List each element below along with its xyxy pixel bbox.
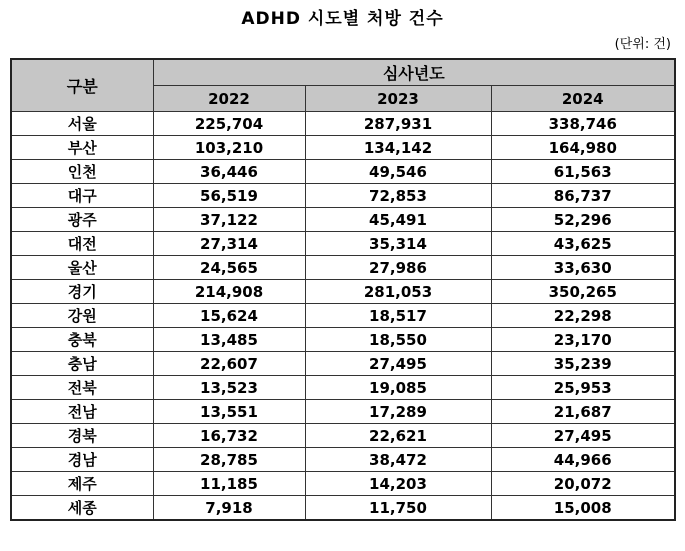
table-row bbox=[11, 328, 675, 352]
value-cell: 52,296 bbox=[491, 208, 675, 232]
region-cell: 경북 bbox=[11, 424, 153, 448]
value-cell: 61,563 bbox=[491, 160, 675, 184]
value-cell: 13,523 bbox=[153, 376, 305, 400]
table-row bbox=[11, 280, 675, 304]
value-cell: 281,053 bbox=[305, 280, 491, 304]
value-cell: 28,785 bbox=[153, 448, 305, 472]
region-cell: 대전 bbox=[11, 232, 153, 256]
region-cell: 광주 bbox=[11, 208, 153, 232]
value-cell: 27,314 bbox=[153, 232, 305, 256]
value-cell: 38,472 bbox=[305, 448, 491, 472]
value-cell: 225,704 bbox=[153, 112, 305, 136]
value-cell: 33,630 bbox=[491, 256, 675, 280]
value-cell: 11,185 bbox=[153, 472, 305, 496]
region-cell: 충북 bbox=[11, 328, 153, 352]
table-row bbox=[11, 208, 675, 232]
value-cell: 338,746 bbox=[491, 112, 675, 136]
value-cell: 27,495 bbox=[305, 352, 491, 376]
region-cell: 서울 bbox=[11, 112, 153, 136]
region-cell: 전북 bbox=[11, 376, 153, 400]
value-cell: 56,519 bbox=[153, 184, 305, 208]
table-row bbox=[11, 184, 675, 208]
year-header-2022: 2022 bbox=[153, 86, 305, 112]
value-cell: 44,966 bbox=[491, 448, 675, 472]
value-cell: 23,170 bbox=[491, 328, 675, 352]
value-cell: 350,265 bbox=[491, 280, 675, 304]
value-cell: 37,122 bbox=[153, 208, 305, 232]
unit-label: (단위: 건) bbox=[614, 37, 671, 52]
region-cell: 경남 bbox=[11, 448, 153, 472]
value-cell: 35,239 bbox=[491, 352, 675, 376]
value-cell: 43,625 bbox=[491, 232, 675, 256]
value-cell: 19,085 bbox=[305, 376, 491, 400]
table-row bbox=[11, 472, 675, 496]
prescription-table bbox=[10, 58, 676, 521]
region-cell: 경기 bbox=[11, 280, 153, 304]
table-row bbox=[11, 232, 675, 256]
value-cell: 49,546 bbox=[305, 160, 491, 184]
table-row bbox=[11, 304, 675, 328]
region-cell: 대구 bbox=[11, 184, 153, 208]
table-row bbox=[11, 376, 675, 400]
value-cell: 25,953 bbox=[491, 376, 675, 400]
value-cell: 24,565 bbox=[153, 256, 305, 280]
value-cell: 214,908 bbox=[153, 280, 305, 304]
table-header bbox=[11, 59, 675, 112]
region-cell: 제주 bbox=[11, 472, 153, 496]
table-row bbox=[11, 256, 675, 280]
row-header-cell: 구분 bbox=[11, 59, 153, 112]
value-cell: 18,517 bbox=[305, 304, 491, 328]
table-row bbox=[11, 136, 675, 160]
year-header-2023: 2023 bbox=[305, 86, 491, 112]
value-cell: 22,621 bbox=[305, 424, 491, 448]
value-cell: 36,446 bbox=[153, 160, 305, 184]
value-cell: 20,072 bbox=[491, 472, 675, 496]
value-cell: 13,551 bbox=[153, 400, 305, 424]
region-cell: 세종 bbox=[11, 496, 153, 521]
value-cell: 16,732 bbox=[153, 424, 305, 448]
region-cell: 충남 bbox=[11, 352, 153, 376]
value-cell: 22,298 bbox=[491, 304, 675, 328]
value-cell: 27,986 bbox=[305, 256, 491, 280]
value-cell: 14,203 bbox=[305, 472, 491, 496]
value-cell: 11,750 bbox=[305, 496, 491, 521]
value-cell: 7,918 bbox=[153, 496, 305, 521]
value-cell: 21,687 bbox=[491, 400, 675, 424]
region-cell: 인천 bbox=[11, 160, 153, 184]
table-body bbox=[11, 112, 675, 521]
value-cell: 164,980 bbox=[491, 136, 675, 160]
table-row bbox=[11, 112, 675, 136]
region-cell: 전남 bbox=[11, 400, 153, 424]
value-cell: 35,314 bbox=[305, 232, 491, 256]
value-cell: 18,550 bbox=[305, 328, 491, 352]
value-cell: 22,607 bbox=[153, 352, 305, 376]
value-cell: 287,931 bbox=[305, 112, 491, 136]
table-row bbox=[11, 448, 675, 472]
year-header-2024: 2024 bbox=[491, 86, 675, 112]
group-header-cell: 심사년도 bbox=[153, 59, 675, 86]
value-cell: 134,142 bbox=[305, 136, 491, 160]
value-cell: 17,289 bbox=[305, 400, 491, 424]
table-row bbox=[11, 400, 675, 424]
value-cell: 27,495 bbox=[491, 424, 675, 448]
value-cell: 13,485 bbox=[153, 328, 305, 352]
document-title: ADHD 시도별 처방 건수 bbox=[241, 9, 444, 29]
value-cell: 45,491 bbox=[305, 208, 491, 232]
table-row bbox=[11, 496, 675, 521]
region-cell: 울산 bbox=[11, 256, 153, 280]
value-cell: 103,210 bbox=[153, 136, 305, 160]
table-row bbox=[11, 424, 675, 448]
value-cell: 15,008 bbox=[491, 496, 675, 521]
table-row bbox=[11, 160, 675, 184]
value-cell: 86,737 bbox=[491, 184, 675, 208]
table-row bbox=[11, 352, 675, 376]
value-cell: 72,853 bbox=[305, 184, 491, 208]
value-cell: 15,624 bbox=[153, 304, 305, 328]
region-cell: 부산 bbox=[11, 136, 153, 160]
region-cell: 강원 bbox=[11, 304, 153, 328]
